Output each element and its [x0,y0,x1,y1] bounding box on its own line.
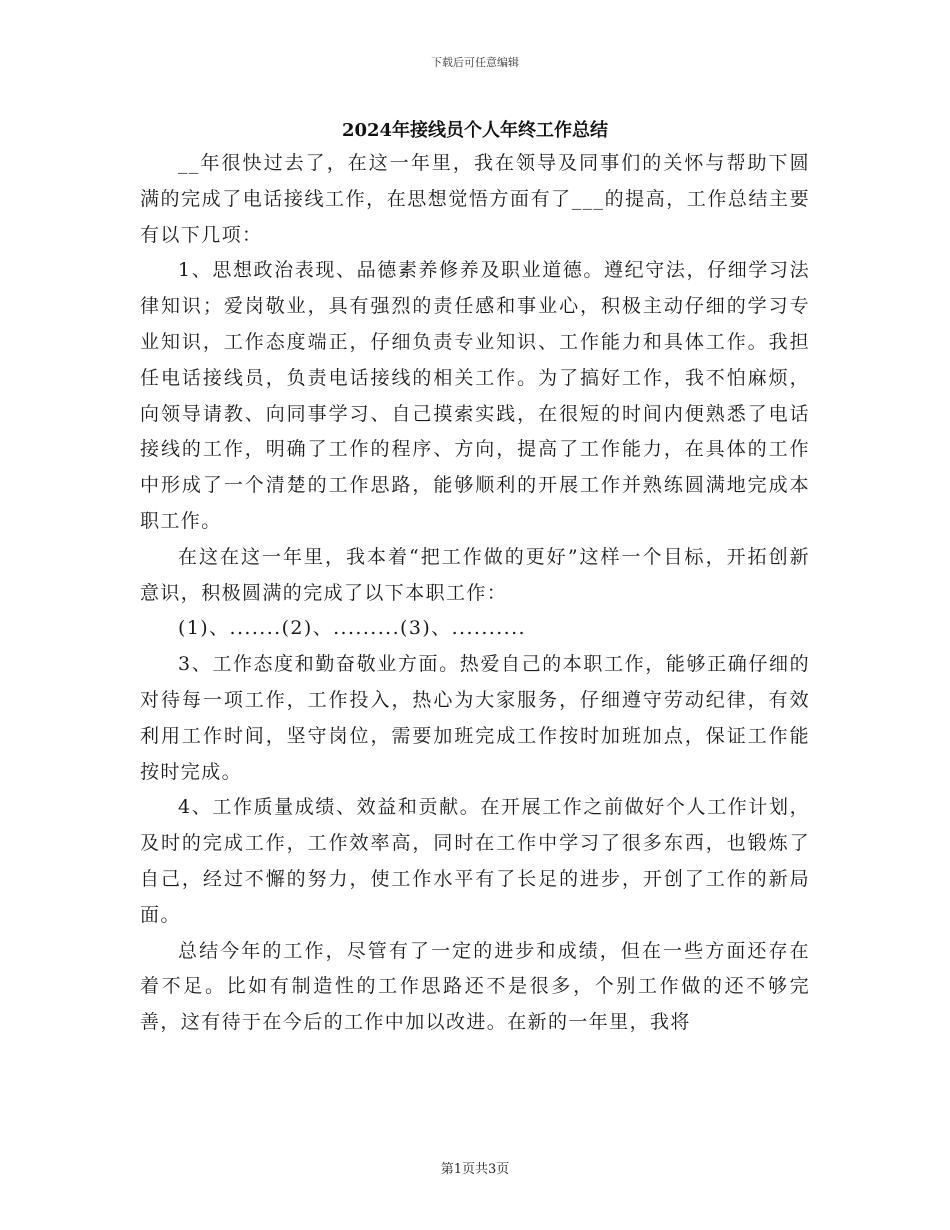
paragraph-item-3: 3、工作态度和勤奋敬业方面。热爱自己的本职工作，能够正确仔细的对待每一项工作，工作投入，热心为大家服务，仔细遵守劳动纪律，有效利用工作时间，坚守岗位，需要加班完成工作按时加班加点，保证工作能按时完成。 [140,653,810,783]
paragraph-summary: 总结今年的工作，尽管有了一定的进步和成绩，但在一些方面还存在着不足。比如有制造性的工作思路还不是很多，个别工作做的还不够完善，这有待于在今后的工作中加以改进。在新的一年里，我将 [140,939,810,1034]
page-number: 第1页共3页 [440,1162,510,1177]
paragraph-item-2: 在这在这一年里，我本着“把工作做的更好”这样一个目标，开拓创新意识，积极圆满的完成了以下本职工作： [140,545,810,604]
document-title: 2024年接线员个人年终工作总结 [341,120,609,141]
paragraph-item-1: 1、思想政治表现、品德素养修养及职业道德。遵纪守法，仔细学习法律知识；爱岗敬业，具有强烈的责任感和事业心，积极主动仔细的学习专业知识，工作态度端正，仔细负责专业知识、工作能力和具体工作。我担任电话接线员，负责电话接线的相关工作。为了搞好工作，我不怕麻烦，向领导请教、向同事学习、自己摸索实践，在很短的时间内便熟悉了电话接线的工作，明确了工作的程序、方向，提高了工作能力，在具体的工作中形成了一个清楚的工作思路，能够顺利的开展工作并熟练圆满地完成本职工作。 [140,259,810,532]
paragraph-item-4: 4、工作质量成绩、效益和贡献。在开展工作之前做好个人工作计划，及时的完成工作，工作效率高，同时在工作中学习了很多东西，也锻炼了自己，经过不懈的努力，使工作水平有了长足的进步，开创了工作的新局面。 [140,796,810,926]
paragraph-item-list: (1)、.......(2)、.........(3)、.......... [178,617,526,640]
header-note: 下载后可任意编辑 [431,56,519,69]
document-body [140,146,810,1041]
paragraph-intro: __年很快过去了，在这一年里，我在领导及同事们的关怀与帮助下圆满的完成了电话接线工作，在思想觉悟方面有了___的提高，工作总结主要有以下几项： [140,152,810,246]
